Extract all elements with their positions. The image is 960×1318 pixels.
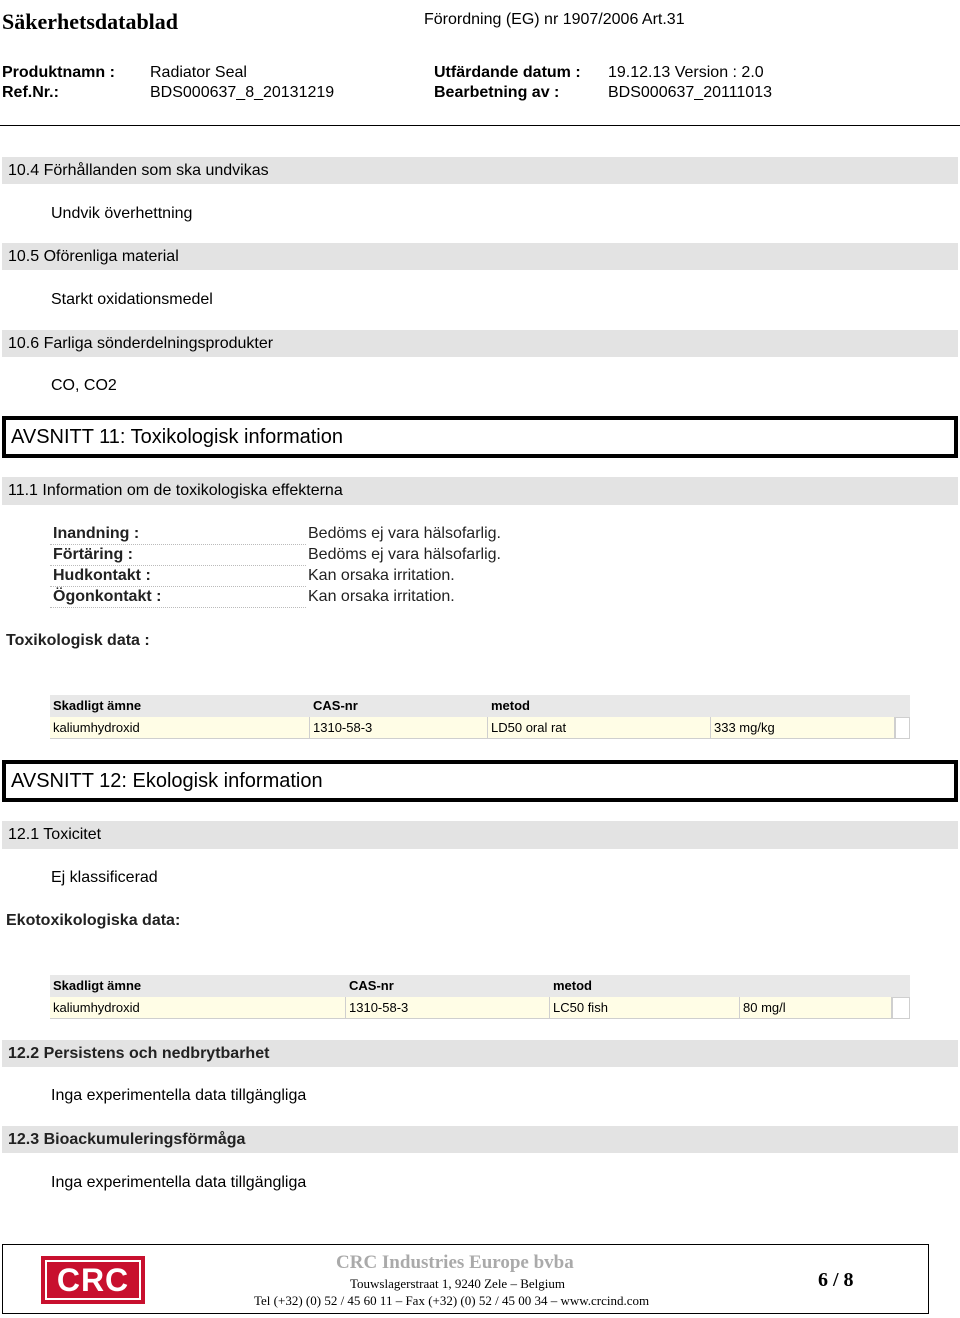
revision-label: Bearbetning av : <box>434 84 560 101</box>
effect-inhalation-label: Inandning : <box>53 525 140 542</box>
toxicological-data-label: Toxikologisk data : <box>6 632 150 649</box>
header-divider <box>0 125 960 126</box>
table-row <box>50 717 910 739</box>
ecotox-header-cas: CAS-nr <box>349 978 394 993</box>
ecotox-table-header <box>50 975 910 997</box>
page-number: 6 / 8 <box>818 1269 854 1291</box>
regulation-reference: Förordning (EG) nr 1907/2006 Art.31 <box>424 11 685 28</box>
ecotox-cell-method: LC50 fish <box>550 997 740 1019</box>
document-title: Säkerhetsdatablad <box>2 9 179 34</box>
tox-cell-substance: kaliumhydroxid <box>50 717 310 739</box>
ecotox-cell-cas: 1310-58-3 <box>346 997 550 1019</box>
subsection-12-2-heading: 12.2 Persistens och nedbrytbarhet <box>2 1040 958 1067</box>
tox-header-value <box>711 695 910 717</box>
crc-logo <box>41 1256 145 1304</box>
issue-date-label: Utfärdande datum : <box>434 64 581 81</box>
subsection-10-4-heading: 10.4 Förhållanden som ska undvikas <box>2 157 958 184</box>
subsection-12-1-text: Ej klassificerad <box>51 869 158 886</box>
section-11-heading: AVSNITT 11: Toxikologisk information <box>2 416 958 458</box>
ecotox-header-value <box>740 975 910 997</box>
subsection-10-5-heading: 10.5 Oförenliga material <box>2 243 958 270</box>
subsection-10-6-text: CO, CO2 <box>51 377 117 394</box>
effect-ingestion-label: Förtäring : <box>53 546 133 563</box>
tox-header-cas: CAS-nr <box>313 698 358 713</box>
subsection-12-3-heading: 12.3 Bioackumuleringsförmåga <box>2 1126 958 1153</box>
subsection-12-3-text: Inga experimentella data tillgängliga <box>51 1174 307 1191</box>
effect-ingestion-value: Bedöms ej vara hälsofarlig. <box>308 546 501 563</box>
tox-cell-empty <box>895 717 910 739</box>
section-12-heading: AVSNITT 12: Ekologisk information <box>2 760 958 802</box>
company-name: CRC Industries Europe bvba <box>336 1252 574 1273</box>
subsection-10-4-text: Undvik överhettning <box>51 205 193 222</box>
tox-cell-value: 333 mg/kg <box>711 717 895 739</box>
revision-value: BDS000637_20111013 <box>608 84 772 101</box>
subsection-12-2-text: Inga experimentella data tillgängliga <box>51 1087 307 1104</box>
subsection-10-6-heading: 10.6 Farliga sönderdelningsprodukter <box>2 330 958 357</box>
table-row <box>50 997 910 1019</box>
ecotox-data-label: Ekotoxikologiska data: <box>6 912 181 929</box>
tox-header-substance: Skadligt ämne <box>53 698 142 713</box>
effects-row-divider <box>50 607 306 608</box>
effect-skin-value: Kan orsaka irritation. <box>308 567 455 584</box>
effects-row-divider <box>50 544 306 545</box>
subsection-11-1-heading: 11.1 Information om de toxikologiska effekterna <box>2 477 958 505</box>
tox-header-method: metod <box>491 698 530 713</box>
tox-table-header <box>50 695 910 717</box>
effect-eye-value: Kan orsaka irritation. <box>308 588 455 605</box>
effects-row-divider <box>50 565 306 566</box>
issue-date-value: 19.12.13 Version : 2.0 <box>608 64 764 81</box>
product-name-value: Radiator Seal <box>150 64 247 81</box>
company-address: Touwslagerstraat 1, 9240 Zele – Belgium <box>350 1276 565 1291</box>
tox-cell-cas: 1310-58-3 <box>310 717 488 739</box>
ecotox-cell-empty <box>892 997 910 1019</box>
subsection-10-5-text: Starkt oxidationsmedel <box>51 291 213 308</box>
ref-number-value: BDS000637_8_20131219 <box>150 84 335 101</box>
company-contact: Tel (+32) (0) 52 / 45 60 11 – Fax (+32) (0) 52 / 45 00 34 – www.crcind.com <box>254 1293 650 1308</box>
product-name-label: Produktnamn : <box>2 64 115 81</box>
crc-logo-text: CRC <box>56 1262 130 1298</box>
subsection-12-1-heading: 12.1 Toxicitet <box>2 821 958 849</box>
ecotox-header-substance: Skadligt ämne <box>53 978 142 993</box>
ecotox-cell-value: 80 mg/l <box>740 997 892 1019</box>
effect-inhalation-value: Bedöms ej vara hälsofarlig. <box>308 525 501 542</box>
ecotox-cell-substance: kaliumhydroxid <box>50 997 346 1019</box>
effect-eye-label: Ögonkontakt : <box>53 588 162 605</box>
effect-skin-label: Hudkontakt : <box>53 567 151 584</box>
tox-cell-method: LD50 oral rat <box>488 717 711 739</box>
effects-row-divider <box>50 586 306 587</box>
ref-number-label: Ref.Nr.: <box>2 84 59 101</box>
ecotox-header-method: metod <box>553 978 592 993</box>
